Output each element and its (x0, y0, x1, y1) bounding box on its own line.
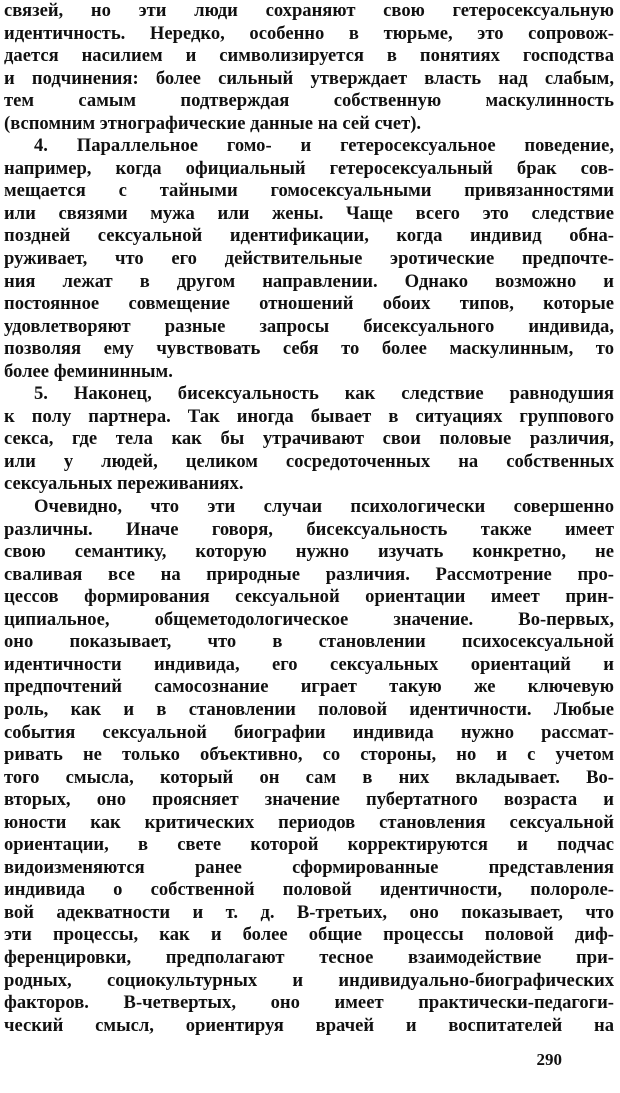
text-line: видоизменяются ранее сформированные представления (4, 856, 614, 878)
text-line: различны. Иначе говоря, бисексуальность также имеет (4, 518, 614, 540)
text-line: дается насилием и символизируется в понятиях господства (4, 45, 614, 67)
text-line: роль, как и в становлении половой идентичности. Любые (4, 698, 614, 720)
body-text (4, 0, 614, 1037)
text-line: индивида о собственной половой идентичности, полороле- (4, 879, 614, 901)
text-line: эти процессы, как и более общие процессы половой диф- (4, 924, 614, 946)
text-line: вой адекватности и т. д. В-третьих, оно показывает, что (4, 901, 614, 923)
text-line: оно показывает, что в становлении психосексуальной (4, 631, 614, 653)
text-line: родных, социокультурных и индивидуально-биографических (4, 969, 614, 991)
text-line: более фемининным. (4, 360, 173, 382)
text-line: факторов. В-четвертых, оно имеет практически-педагоги- (4, 992, 614, 1014)
text-line: события сексуальной биографии индивида нужно рассмат- (4, 721, 614, 743)
text-line: идентичности индивида, его сексуальных ориентаций и (4, 653, 614, 675)
text-line: сваливая все на природные различия. Рассмотрение про- (4, 563, 614, 585)
text-line: тем самым подтверждая собственную маскулинность (4, 90, 614, 112)
text-line: и подчинения: более сильный утверждает власть над слабым, (4, 67, 614, 89)
text-line: сексуальных переживаниях. (4, 473, 244, 495)
text-line: удовлетворяют разные запросы бисексуального индивида, (4, 315, 614, 337)
text-line: юности как критических периодов становления сексуальной (4, 811, 614, 833)
text-line: Очевидно, что эти случаи психологически совершенно (34, 496, 614, 518)
text-line: мещается с тайными гомосексуальными привязанностями (4, 180, 614, 202)
text-line: (вспомним этнографические данные на сей счет). (4, 112, 422, 134)
text-line: того смысла, который он сам в них вкладывает. Во- (4, 766, 614, 788)
text-line: ческий смысл, ориентируя врачей и воспитателей на (4, 1014, 614, 1036)
text-line: 5. Наконец, бисексуальность как следствие равнодушия (34, 383, 614, 405)
text-line: ориентации, в свете которой корректируются и подчас (4, 834, 614, 856)
text-line: 4. Параллельное гомо- и гетеросексуальное поведение, (34, 135, 614, 157)
text-line: ния лежат в другом направлении. Однако возможно и (4, 270, 614, 292)
text-line: постоянное совмещение отношений обоих типов, которые (4, 293, 614, 315)
text-line: секса, где тела как бы утрачивают свои половые различия, (4, 428, 614, 450)
text-line: предпочтений самосознание играет такую же ключевую (4, 676, 614, 698)
text-line: ференцировки, предполагают тесное взаимодействие при- (4, 946, 614, 968)
page-number: 290 (536, 1050, 562, 1069)
text-line: ципиальное, общеметодологическое значение. Во-первых, (4, 608, 614, 630)
text-line: связей, но эти люди сохраняют свою гетеросексуальную (4, 0, 614, 21)
text-line: цессов формирования сексуальной ориентации имеет прин- (4, 586, 614, 608)
text-line: или у людей, целиком сосредоточенных на собственных (4, 450, 614, 472)
text-line: ривать не только объективно, со стороны, но и с учетом (4, 744, 614, 766)
text-line: вторых, оно проясняет значение пубертатного возраста и (4, 789, 614, 811)
text-line: поздней сексуальной идентификации, когда индивид обна- (4, 225, 614, 247)
text-line: идентичность. Нередко, особенно в тюрьме, это сопровож- (4, 22, 614, 44)
text-line: позволяя ему чувствовать себя то более маскулинным, то (4, 338, 614, 360)
text-line: руживает, что его действительные эротические предпочте- (4, 248, 614, 270)
text-line: например, когда официальный гетеросексуальный брак сов- (4, 157, 614, 179)
text-line: или связями мужа или жены. Чаще всего это следствие (4, 202, 614, 224)
text-line: к полу партнера. Так иногда бывает в ситуациях группового (4, 405, 614, 427)
text-line: свою семантику, которую нужно изучать конкретно, не (4, 541, 614, 563)
